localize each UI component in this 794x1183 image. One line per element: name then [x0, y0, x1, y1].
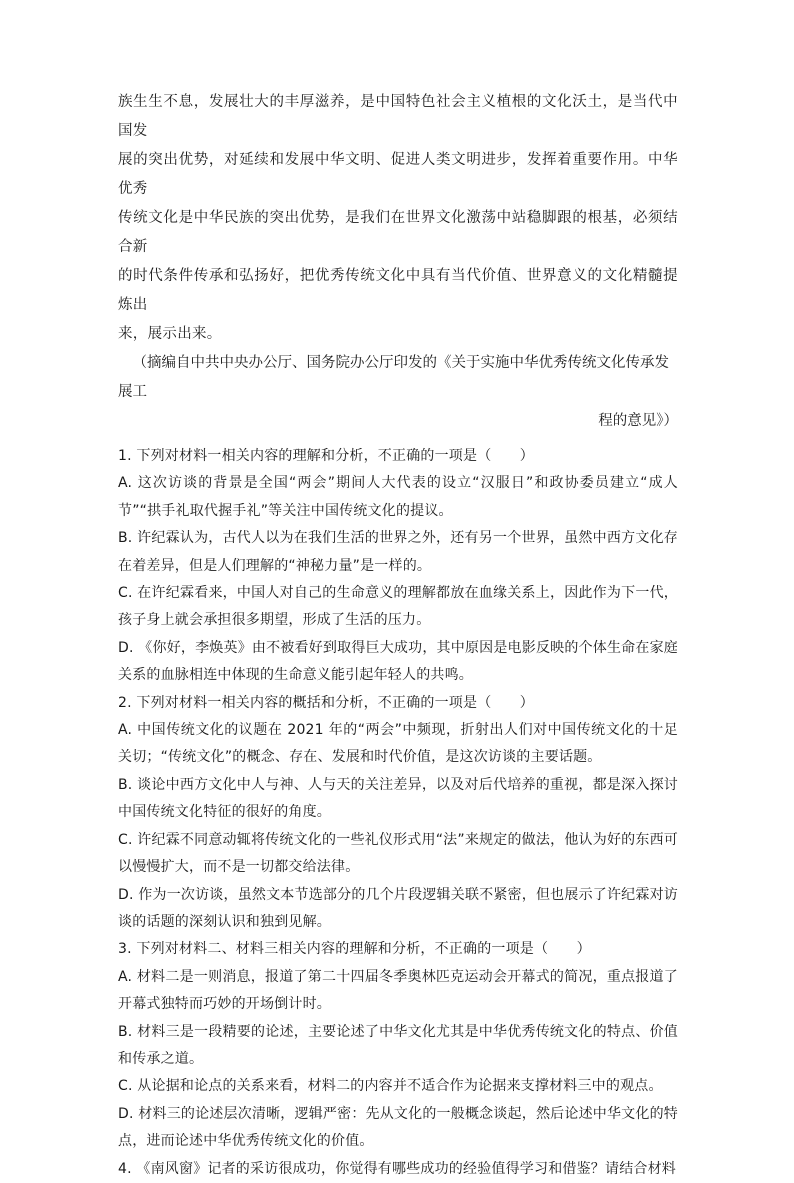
passage-source: （摘编自中共中央办公厅、国务院办公厅印发的《关于实施中华优秀传统文化传承发展工 — [118, 355, 669, 400]
option-c: C. 在许纪霖看来，中国人对自己的生命意义的理解都放在血缘关系上，因此作为下一代，孩子身上就会承担很多期望，形成了生活的压力。 — [118, 585, 678, 629]
question-stem: 2. 下列对材料一相关内容的概括和分析，不正确的一项是（ ） — [118, 694, 535, 711]
option-c: C. 从论据和论点的关系来看，材料二的内容并不适合作为论据来支撑材料三中的观点。 — [118, 1078, 663, 1095]
question-1 — [118, 443, 678, 690]
option-b: B. 许纪霖认为，古代人以为在我们生活的世界之外，还有另一个世界，虽然中西方文化存在着差异，但是人们理解的“神秘力量”是一样的。 — [118, 530, 678, 574]
option-b: B. 谈论中西方文化中人与神、人与天的关注差异，以及对后代培养的重视，都是深入探讨中国传统文化特征的很好的角度。 — [118, 776, 678, 821]
option-a: A. 中国传统文化的议题在 2021 年的“两会”中频现，折射出人们对中国传统文化的十足关切；“传统文化”的概念、存在、发展和时代价值，是这次访谈的主要话题。 — [118, 722, 678, 766]
passage-line: 传统文化是中华民族的突出优势，是我们在世界文化激荡中站稳脚跟的根基，必须结合新 — [118, 210, 678, 255]
passage-source-end: 程的意见》） — [598, 413, 678, 429]
question-stem: 4. 《南风窗》记者的采访很成功，你觉得有哪些成功的经验值得学习和借鉴？请结合材料 — [118, 1160, 677, 1177]
passage-line: 展的突出优势，对延续和发展中华文明、促进人类文明进步，发挥着重要作用。中华优秀 — [118, 152, 678, 197]
document-page — [118, 88, 678, 1183]
passage-line: 来，展示出来。 — [118, 326, 222, 342]
option-c: C. 许纪霖不同意动辄将传统文化的一些礼仪形式用“法”来规定的做法，他认为好的东西可以慢慢扩大，而不是一切都交给法律。 — [118, 831, 678, 876]
question-4 — [118, 1156, 678, 1183]
question-stem: 1. 下列对材料一相关内容的理解和分析，不正确的一项是（ ） — [118, 448, 535, 464]
passage-line: 族生生不息，发展壮大的丰厚滋养，是中国特色社会主义植根的文化沃土，是当代中国发 — [118, 94, 678, 139]
option-d: D. 作为一次访谈，虽然文本节选部分的几个片段逻辑关联不紧密，但也展示了许纪霖对访谈的话题的深刻认识和独到见解。 — [118, 886, 678, 930]
passage-line: 的时代条件传承和弘扬好，把优秀传统文化中具有当代价值、世界意义的文化精髓提炼出 — [118, 268, 678, 313]
question-stem: 3. 下列对材料二、材料三相关内容的理解和分析，不正确的一项是（ ） — [118, 941, 591, 958]
question-2 — [118, 690, 678, 937]
option-d: D. 材料三的论述层次清晰，逻辑严密：先从文化的一般概念谈起，然后论述中华文化的特点，进而论述中华优秀传统文化的价值。 — [118, 1105, 678, 1150]
option-a: A. 这次访谈的背景是全国“两会”期间人大代表的设立“汉服日”和政协委员建立“成人节”“拱手礼取代握手礼”等关注中国传统文化的提议。 — [118, 475, 678, 519]
passage-excerpt — [118, 88, 678, 436]
option-b: B. 材料三是一段精要的论述，主要论述了中华文化尤其是中华优秀传统文化的特点、价值和传承之道。 — [118, 1023, 678, 1067]
option-d: D. 《你好，李焕英》由不被看好到取得巨大成功，其中原因是电影反映的个体生命在家庭关系的血脉相连中体现的生命意义能引起年轻人的共鸣。 — [118, 639, 678, 684]
option-a: A. 材料二是一则消息，报道了第二十四届冬季奥林匹克运动会开幕式的简况，重点报道了开幕式独特而巧妙的开场倒计时。 — [118, 968, 678, 1013]
